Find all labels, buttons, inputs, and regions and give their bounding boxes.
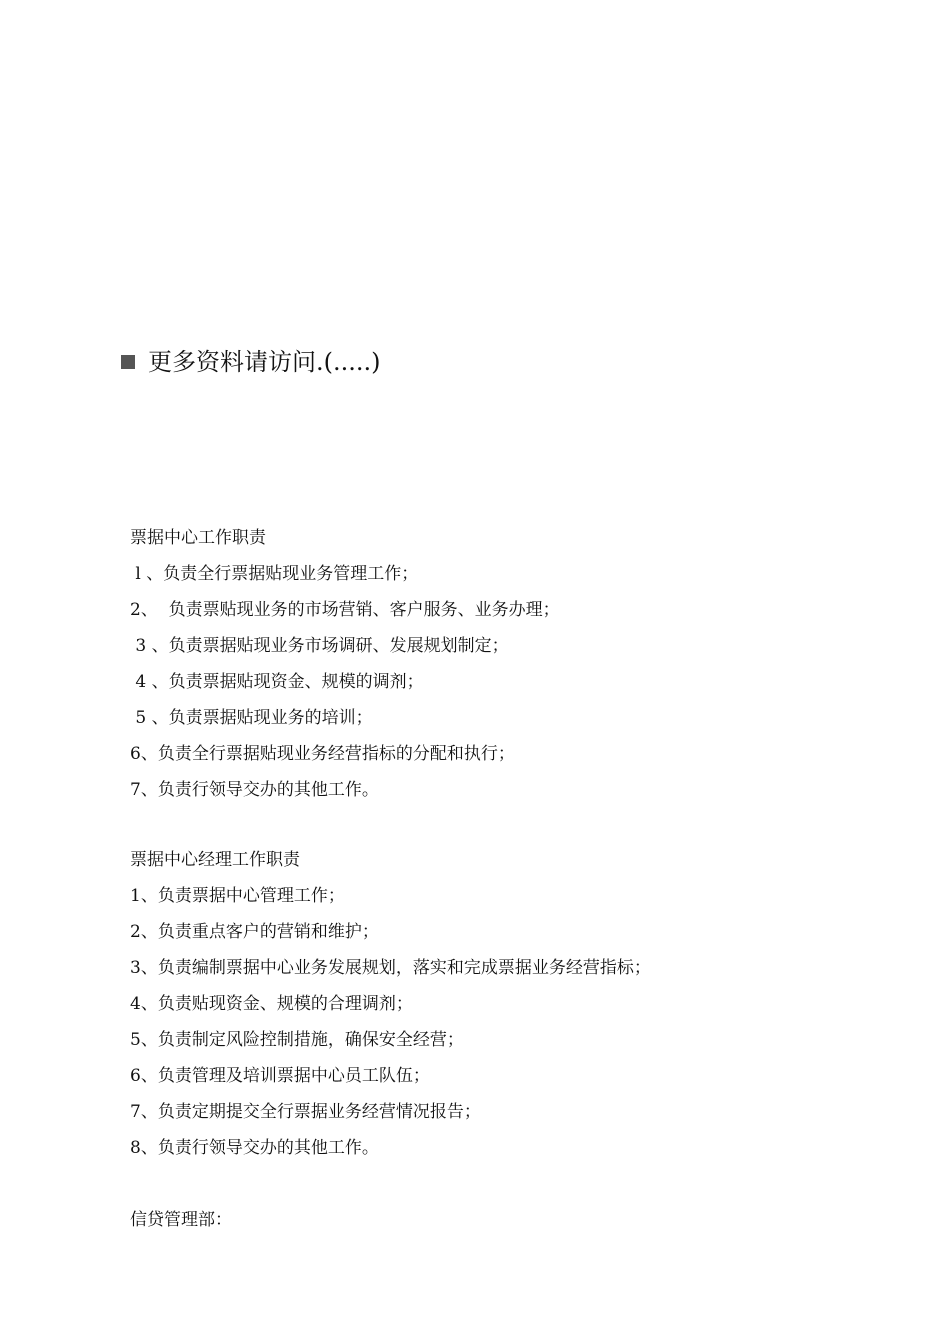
section-title: 信贷管理部： bbox=[130, 1210, 232, 1230]
list-item: 4、负责贴现资金、规模的合理调剂； bbox=[130, 994, 413, 1014]
list-item: 4 、负责票据贴现资金、规模的调剂； bbox=[130, 672, 424, 692]
list-item: 3、负责编制票据中心业务发展规划，落实和完成票据业务经营指标； bbox=[130, 958, 651, 978]
list-item: l 、负责全行票据贴现业务管理工作； bbox=[130, 564, 419, 584]
list-item: 6、负责管理及培训票据中心员工队伍； bbox=[130, 1066, 430, 1086]
list-item: 1、负责票据中心管理工作； bbox=[130, 886, 345, 906]
list-item: 5、负责制定风险控制措施，确保安全经营； bbox=[130, 1030, 464, 1050]
list-item: 7、负责定期提交全行票据业务经营情况报告； bbox=[130, 1102, 481, 1122]
square-bullet-icon bbox=[121, 355, 135, 369]
list-item: 2、负责重点客户的营销和维护； bbox=[130, 922, 379, 942]
header-line bbox=[121, 344, 381, 380]
list-item: 8、负责行领导交办的其他工作。 bbox=[130, 1138, 379, 1158]
section-title: 票据中心经理工作职责 bbox=[130, 850, 300, 870]
list-item: 5 、负责票据贴现业务的培训； bbox=[130, 708, 373, 728]
list-item: 3 、负责票据贴现业务市场调研、发展规划制定； bbox=[130, 636, 509, 656]
section-bill-center-duties bbox=[130, 520, 560, 808]
section-credit-management bbox=[130, 1202, 232, 1238]
list-item: 7、负责行领导交办的其他工作。 bbox=[130, 780, 379, 800]
section-bill-center-manager-duties bbox=[130, 842, 651, 1166]
header-text: 更多资料请访问.(.....) bbox=[148, 348, 381, 376]
section-title: 票据中心工作职责 bbox=[130, 528, 266, 548]
list-item: 2、 负责票贴现业务的市场营销、客户服务、业务办理； bbox=[130, 600, 560, 620]
list-item: 6、负责全行票据贴现业务经营指标的分配和执行； bbox=[130, 744, 515, 764]
